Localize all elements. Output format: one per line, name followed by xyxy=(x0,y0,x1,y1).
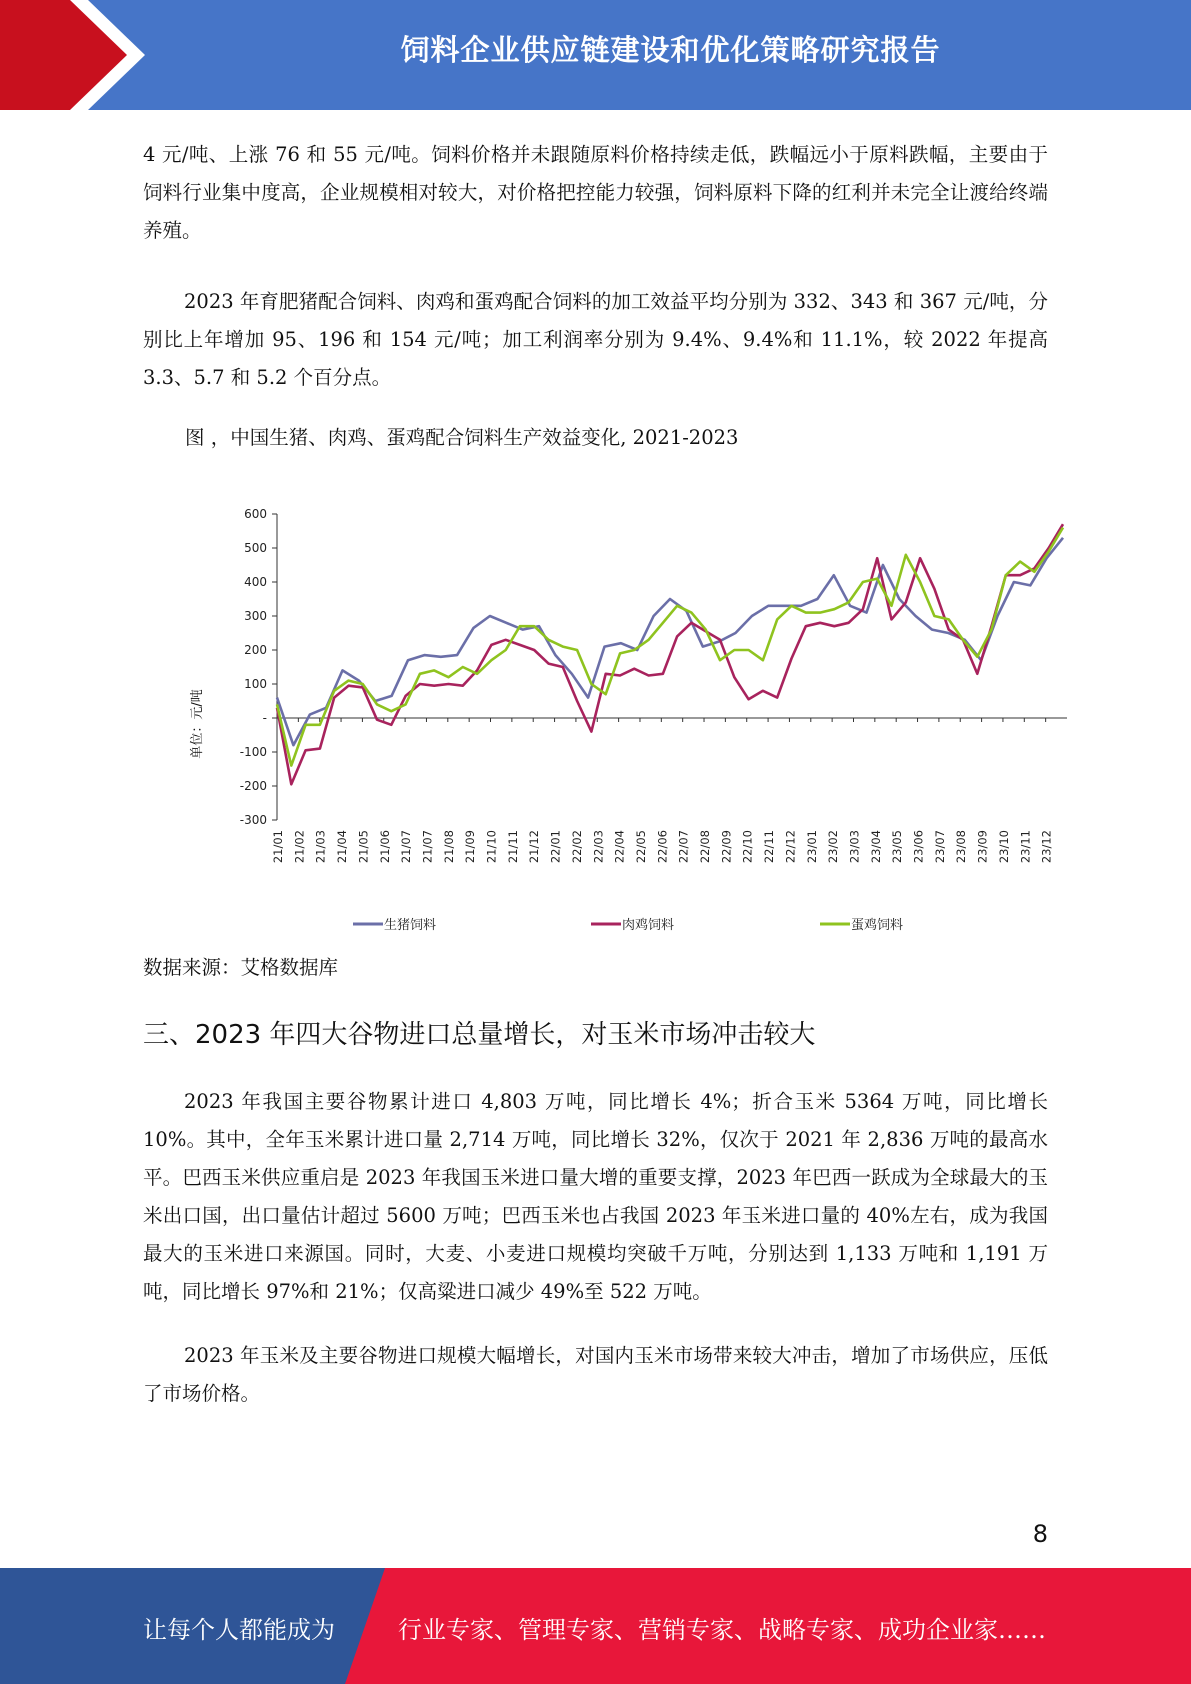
page-number: 8 xyxy=(1032,1520,1048,1548)
x-tick-label: 21/09 xyxy=(463,830,478,864)
x-tick-label: 22/10 xyxy=(740,830,755,864)
x-tick-label: 22/04 xyxy=(612,830,627,864)
section-heading: 三、2023 年四大谷物进口总量增长，对玉米市场冲击较大 xyxy=(143,1020,816,1050)
page-content xyxy=(143,136,1054,1413)
report-title: 饲料企业供应链建设和优化策略研究报告 xyxy=(400,33,941,67)
series-line xyxy=(277,538,1063,745)
x-tick-label: 22/08 xyxy=(698,830,713,864)
y-tick-label: -300 xyxy=(239,813,267,827)
chart-series xyxy=(277,524,1063,784)
x-tick-label: 21/12 xyxy=(527,830,542,864)
chart-legend xyxy=(353,917,903,933)
x-tick-label: 22/12 xyxy=(783,830,798,864)
y-tick-label: 400 xyxy=(244,575,267,589)
x-tick-label: 22/05 xyxy=(633,830,648,864)
y-axis-ticks xyxy=(240,507,277,827)
x-tick-label: 21/06 xyxy=(377,830,392,864)
x-tick-label: 23/03 xyxy=(847,830,862,864)
x-tick-label: 21/07 xyxy=(420,830,435,864)
y-tick-label: -100 xyxy=(239,745,267,759)
y-tick-label: 500 xyxy=(244,541,267,555)
x-tick-label: 22/07 xyxy=(676,830,691,864)
x-tick-label: 21/08 xyxy=(441,830,456,864)
y-tick-label: - xyxy=(262,711,267,725)
x-tick-label: 21/11 xyxy=(505,830,520,864)
x-tick-label: 22/06 xyxy=(655,830,670,864)
x-tick-label: 22/02 xyxy=(569,830,584,864)
x-tick-label: 23/02 xyxy=(826,830,841,864)
x-tick-label: 22/11 xyxy=(762,830,777,864)
y-axis-label: 单位：元/吨 xyxy=(190,689,205,759)
legend-label: 肉鸡饲料 xyxy=(622,918,675,933)
legend-label: 蛋鸡饲料 xyxy=(851,918,904,933)
y-tick-label: 600 xyxy=(244,507,267,521)
x-tick-label: 22/09 xyxy=(719,830,734,864)
paragraph-2: 2023 年育肥猪配合饲料、肉鸡和蛋鸡配合饲料的加工效益平均分别为 332、343 和 367 元/吨，分别比上年增加 95、196 和 154 元/吨；加工利润率分别为 9.4%、9.4%和 11.1%，较 2022 年提高 3.3、5.7 和 5.2 个百分点。 xyxy=(143,290,1048,389)
legend-label: 生猪饲料 xyxy=(384,918,437,933)
page-footer xyxy=(0,1568,1191,1684)
x-tick-label: 21/01 xyxy=(271,830,285,864)
line-chart xyxy=(143,453,1054,953)
y-axis-label-group xyxy=(190,689,205,758)
figure-caption: 图 ，中国生猪、肉鸡、蛋鸡配合饲料生产效益变化, 2021-2023 xyxy=(185,426,739,449)
x-tick-label: 23/05 xyxy=(890,830,905,864)
chart-axes xyxy=(277,514,1067,820)
x-tick-label: 23/11 xyxy=(1018,830,1033,864)
paragraph-1: 4 元/吨、上涨 76 和 55 元/吨。饲料价格并未跟随原料价格持续走低，跌幅远小于原料跌幅，主要由于饲料行业集中度高，企业规模相对较大，对价格把控能力较强，饲料原料下降的红利并未完全让渡给终端养殖。 xyxy=(143,143,1048,242)
footer-slogan-left: 让每个人都能成为 xyxy=(143,1616,335,1644)
x-axis-ticks xyxy=(271,718,1054,863)
section-paragraph-2: 2023 年玉米及主要谷物进口规模大幅增长，对国内玉米市场带来较大冲击，增加了市场供应，压低了市场价格。 xyxy=(143,1344,1048,1405)
y-tick-label: 200 xyxy=(244,643,267,657)
x-tick-label: 21/04 xyxy=(335,830,350,864)
chart-container xyxy=(143,453,1054,953)
x-tick-label: 23/04 xyxy=(868,830,883,864)
x-tick-label: 21/05 xyxy=(356,830,371,864)
x-tick-label: 21/02 xyxy=(292,830,307,864)
x-tick-label: 23/10 xyxy=(996,830,1011,864)
x-tick-label: 21/10 xyxy=(484,830,499,864)
y-tick-label: 100 xyxy=(244,677,267,691)
y-tick-label: 300 xyxy=(244,609,267,623)
x-tick-label: 23/01 xyxy=(804,830,819,864)
x-tick-label: 23/08 xyxy=(954,830,969,864)
section-paragraph-1: 2023 年我国主要谷物累计进口 4,803 万吨，同比增长 4%；折合玉米 5364 万吨，同比增长 10%。其中，全年玉米累计进口量 2,714 万吨，同比增长 32%，仅次于 2021 年 2,836 万吨的最高水平。巴西玉米供应重启是 2023 年我国玉米进口量大增的重要支撑，2023 年巴西一跃成为全球最大的玉米出口国，出口量估计超过 5600 万吨；巴西玉米也占我国 2023 年玉米进口量的 40%左右，成为我国最大的玉米进口来源国。同时，大麦、小麦进口规模均突破千万吨，分别达到 1,133 万吨和 1,191 万吨，同比增长 97%和 21%；仅高粱进口减少 49%至 522 万吨。 xyxy=(143,1090,1048,1303)
footer-slogan-right: 行业专家、管理专家、营销专家、战略专家、成功企业家…… xyxy=(398,1616,1046,1644)
header-arrow-decoration xyxy=(0,0,160,110)
x-tick-label: 22/03 xyxy=(591,830,606,864)
x-tick-label: 22/01 xyxy=(548,830,563,864)
x-tick-label: 23/07 xyxy=(932,830,947,864)
series-line xyxy=(277,524,1063,784)
page-header xyxy=(0,0,1191,110)
x-tick-label: 23/12 xyxy=(1039,830,1054,864)
x-tick-label: 21/03 xyxy=(313,830,328,864)
x-tick-label: 21/07 xyxy=(399,830,414,864)
y-tick-label: -200 xyxy=(239,779,267,793)
x-tick-label: 23/06 xyxy=(911,830,926,864)
series-line xyxy=(277,528,1063,766)
data-source: 数据来源：艾格数据库 xyxy=(143,956,339,979)
x-tick-label: 23/09 xyxy=(975,830,990,864)
